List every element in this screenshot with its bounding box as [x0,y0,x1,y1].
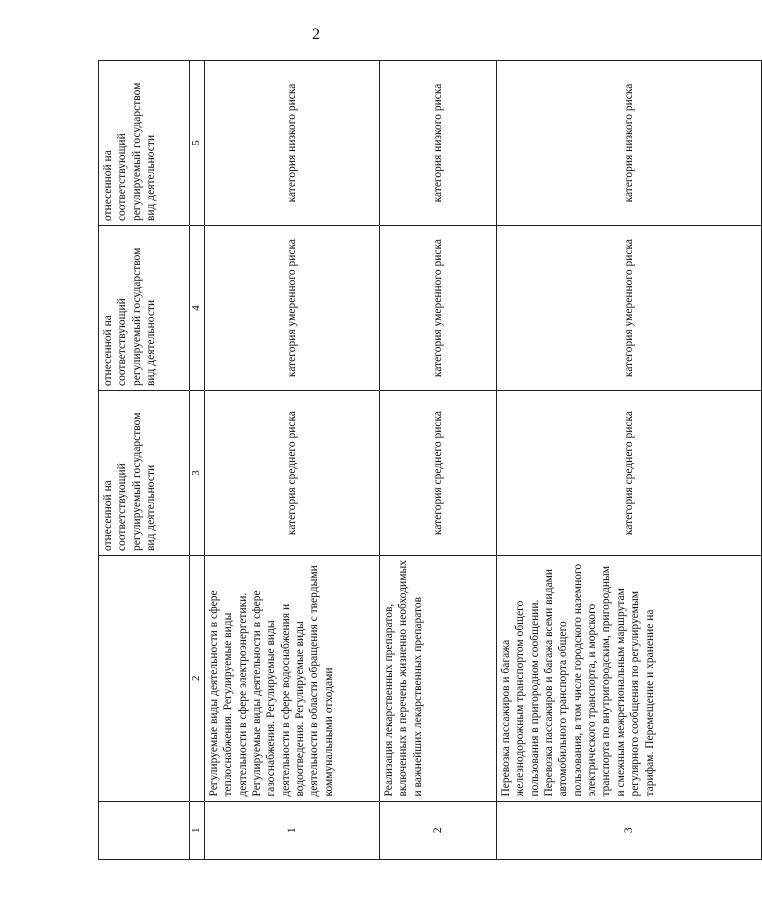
column-number: 5 [190,61,205,226]
column-number: 4 [190,226,205,391]
activity-description: Регулируемые виды деятельности в сфере теплоснабжения. Регулируемые виды деятельности в сфере электроэнергетики. Регулируемые виды деятельности в сфере газоснабжения. Регулируемые виды деятельности в сфере водоснабжения и водоотведения. Регулируемые виды деятельности в области обращения с твердыми коммунальными отходами [204,556,379,802]
header-cell-4: отнесенной на соответствующий регулируемый государством вид деятельности [99,226,190,391]
rotated-table-wrapper [98,60,656,860]
table-row [204,61,379,860]
table-row [379,61,496,860]
table-header-row [99,61,190,860]
risk-category-cell: категория низкого риска [204,61,379,226]
activity-description: Реализация лекарственных препаратов, включенных в перечень жизненно необходимых и важнейших лекарственных препаратов [379,556,496,802]
column-number: 3 [190,391,205,556]
header-cell-3: отнесенной на соответствующий регулируемый государством вид деятельности [99,391,190,556]
column-number: 1 [190,801,205,859]
risk-category-cell: категория низкого риска [379,61,496,226]
risk-category-cell: категория низкого риска [496,61,761,226]
risk-category-cell: категория среднего риска [204,391,379,556]
column-number: 2 [190,556,205,802]
risk-category-cell: категория среднего риска [496,391,761,556]
row-number: 2 [379,801,496,859]
risk-category-cell: категория умеренного риска [379,226,496,391]
risk-category-cell: категория среднего риска [379,391,496,556]
activity-description: Перевозка пассажиров и багажа железнодорожным транспортом общего пользования в пригородном сообщении. Перевозка пассажиров и багажа всеми видами автомобильного транспорта общего пользования, в том числе городского наземного электрического транспорта, и морского транспорта по внутригородским, пригородным и смежным межрегиональным маршрутам регулярного сообщения по регулируемым тарифам. Перемещение и хранение на [496,556,761,802]
risk-category-cell: категория умеренного риска [204,226,379,391]
risk-category-table [98,60,762,860]
rotated-table-container [98,60,656,860]
column-number-row [190,61,205,860]
risk-category-cell: категория умеренного риска [496,226,761,391]
page-number: 2 [312,26,320,43]
header-cell-1 [99,801,190,859]
header-cell-5: отнесенной на соответствующий регулируемый государством вид деятельности [99,61,190,226]
row-number: 3 [496,801,761,859]
header-cell-2 [99,556,190,802]
table-row [496,61,761,860]
row-number: 1 [204,801,379,859]
